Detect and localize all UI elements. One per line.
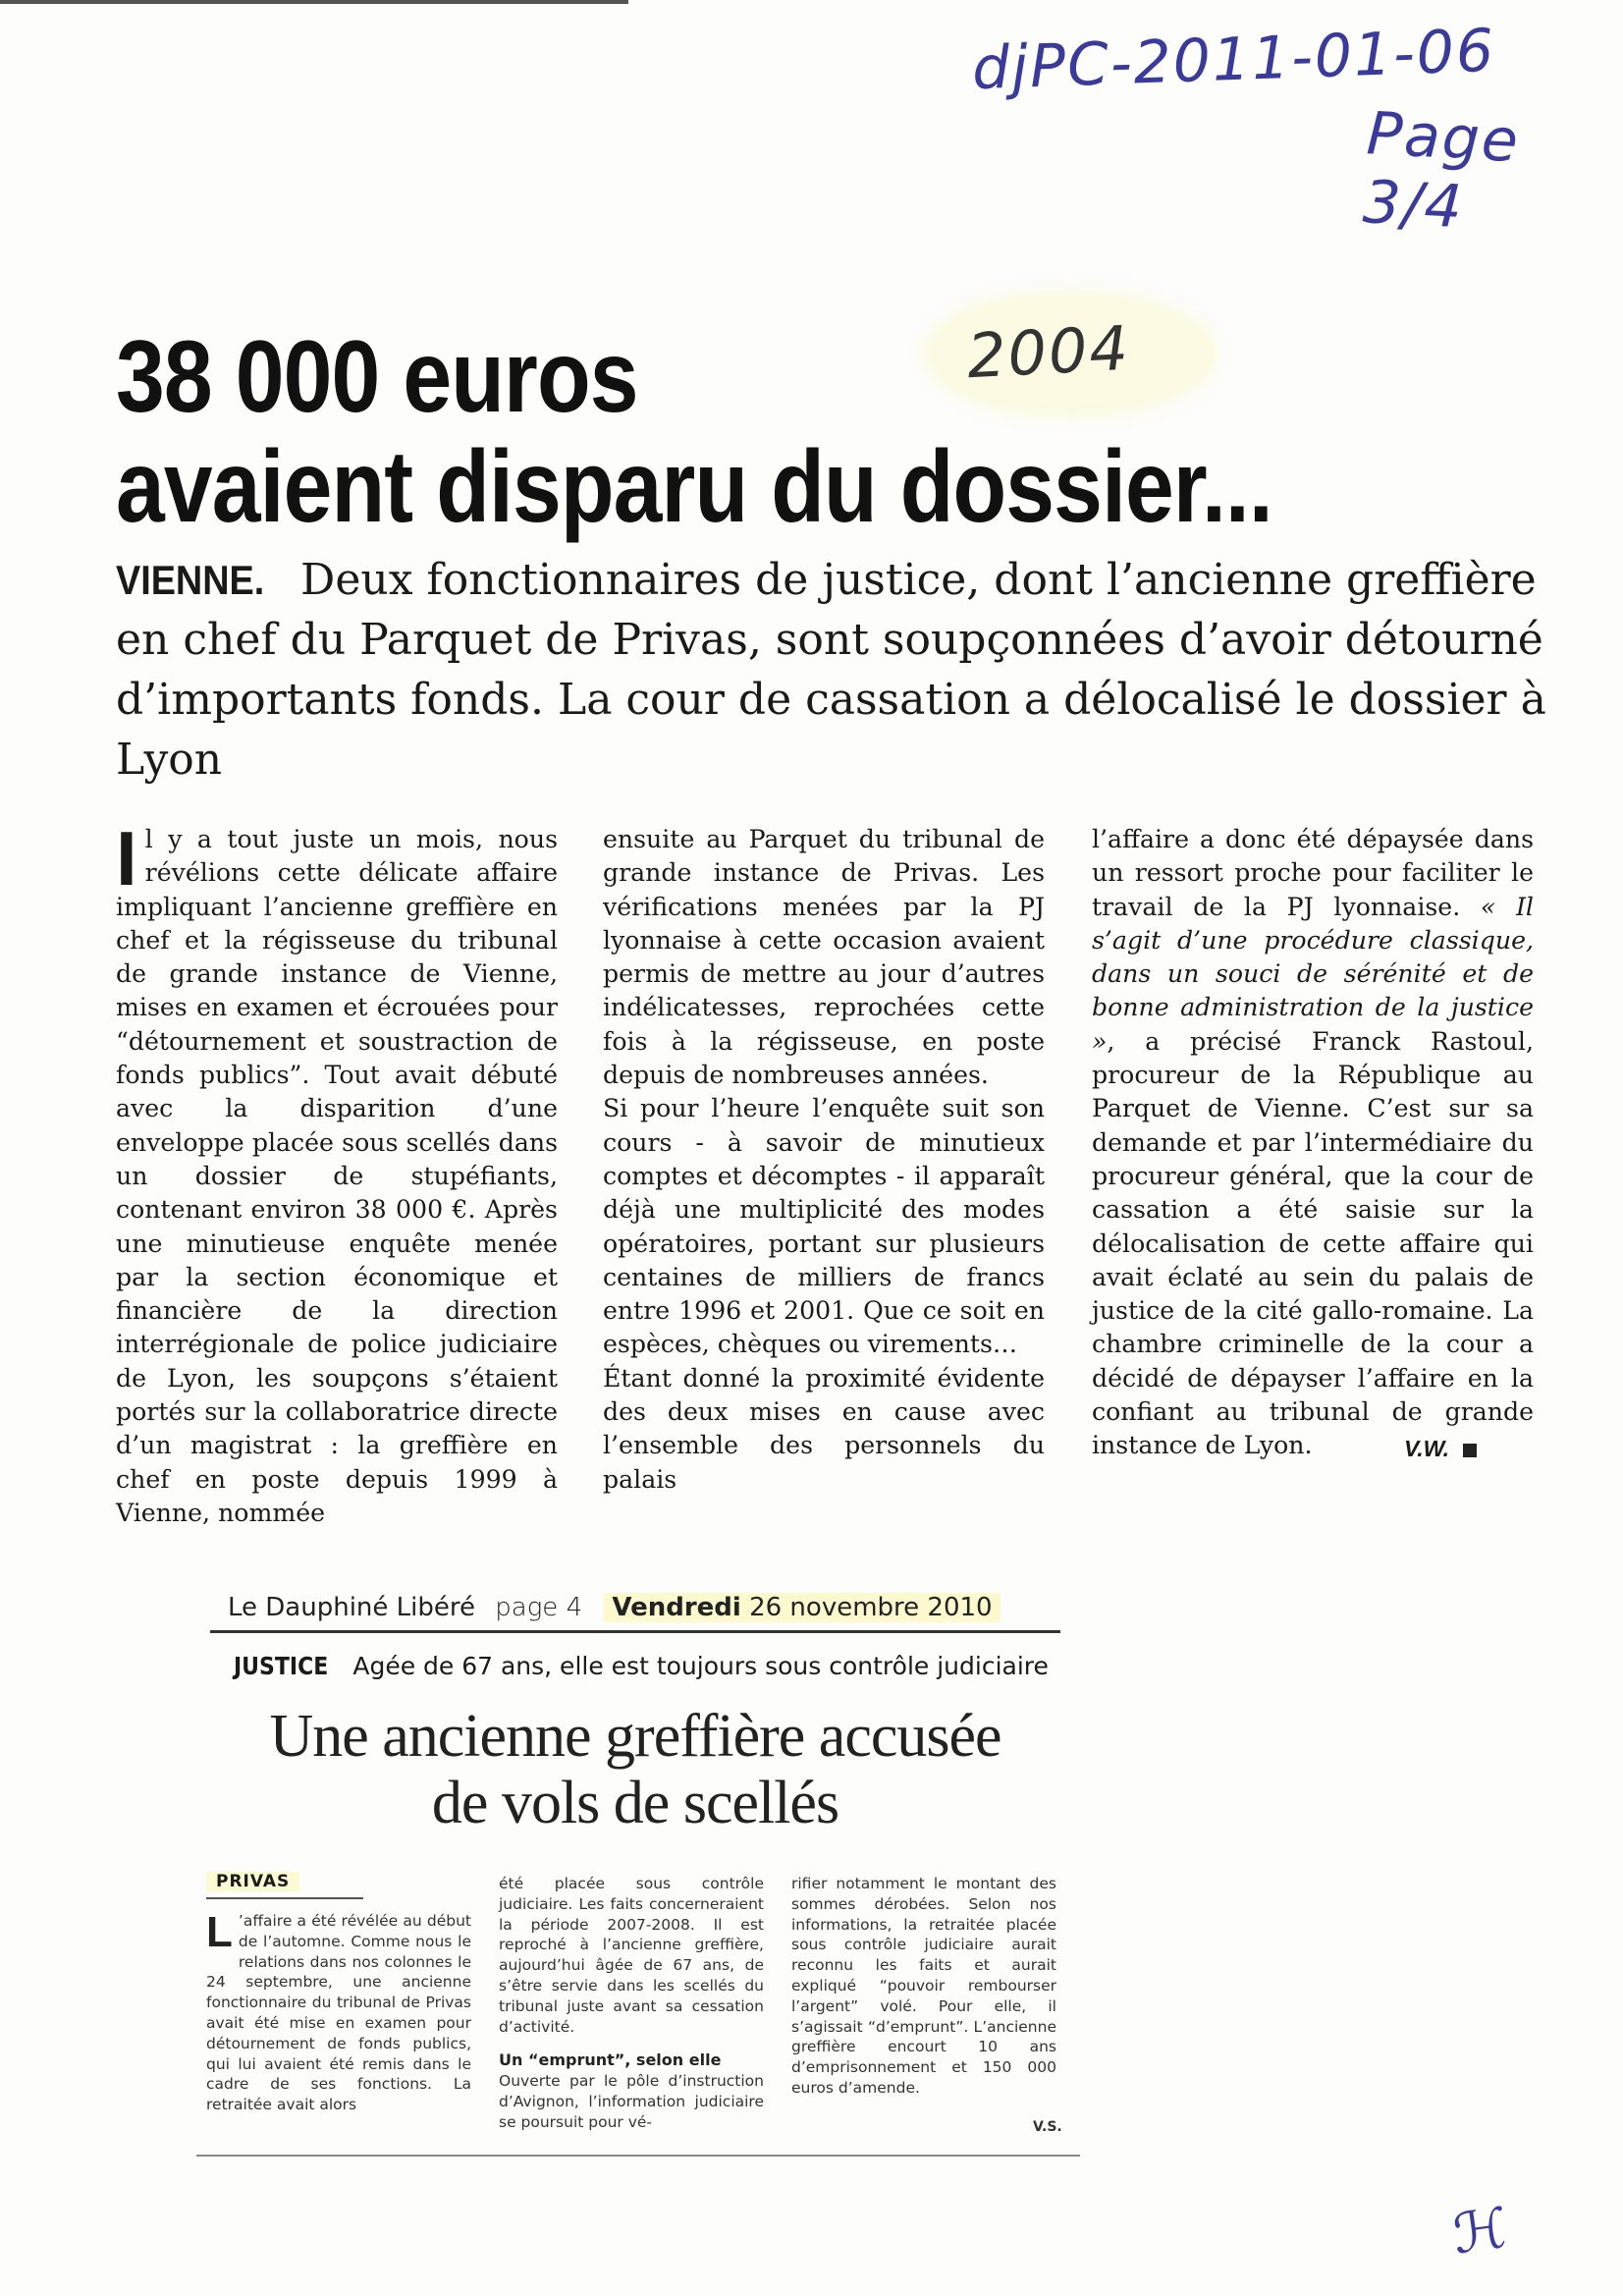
- article1-kicker: VIENNE.: [116, 557, 265, 603]
- article2-column-3: [791, 1874, 1056, 2099]
- article2-signature: V.S.: [1033, 2119, 1062, 2135]
- clipping-bottom-rule: [196, 2155, 1080, 2157]
- article1-col2-paragraph3: Étant donné la proximité évidente des deux mises en cause avec l’ensemble des personnels du palais: [603, 1363, 1045, 1494]
- article2-rubric-kicker: JUSTICE: [234, 1652, 329, 1680]
- handwritten-year: 2004: [965, 311, 1132, 393]
- place-rule: [206, 1897, 363, 1899]
- article1-lede-text: Deux fonctionnaires de justice, dont l’ancienne greffière en chef du Parquet de Privas, sont soupçonnées d’avoir détourné d’importants fonds. La cour de cassation a délocalisé le dossier à Lyon: [116, 555, 1546, 785]
- article1-col3-quote: « Il s’agit d’une procédure classique, dans un souci de sérénité et de bonne administration de la justice »: [1092, 892, 1534, 1056]
- article1-headline-line2: avaient disparu du dossier...: [116, 430, 1272, 544]
- article1-column-3: [1092, 823, 1534, 1463]
- article2-headline-line2: de vols de scellés: [431, 1770, 839, 1836]
- article1-col1-text: l y a tout juste un mois, nous révélions cette délicate affaire impliquant l’ancienne greffière en chef et la régisseuse du tribunal de grande instance de Vienne, mises en examen et écrouées pour “détournement et soustraction de fonds publics”. Tout avait débuté avec la disparition d’une enveloppe placée sous scellés dans un dossier de stupéfiants, contenant environ 38 000 €. Après une minutieuse enquête menée par la section économique et financière de la direction interrégionale de police judiciaire de Lyon, les soupçons s’étaient portés sur la collaboratrice directe d’un magistrat : la greffière en chef en poste depuis 1999 à Vienne, nommée: [116, 825, 558, 1527]
- article2-col1-text: ’affaire a été révélée au début de l’automne. Comme nous le relations dans nos colonnes le 24 septembre, une ancienne fonctionnaire du tribunal de Privas avait été mise en examen pour détournement de fonds publics, qui lui avaient été remis dans le cadre de ses fonctions. La retraitée avait alors: [206, 1912, 471, 2114]
- article1-signature-block: [1404, 1436, 1477, 1462]
- article1-column-1: [116, 815, 558, 1530]
- handwritten-initials: ℋ: [1448, 2196, 1514, 2268]
- end-of-article-mark: [1463, 1444, 1477, 1457]
- publication-date: [604, 1593, 1000, 1622]
- article2-col3-text: rifier notamment le montant des sommes dérobées. Selon nos informations, la retraitée placée sous contrôle judiciaire aurait reconnu les faits et aurait expliqué “pouvoir rembourser l’argent” volé. Pour elle, il s’agissait “d’emprunt”. L’ancienne greffière encourt 10 ans d’emprisonnement et 150 000 euros d’amende.: [791, 1875, 1056, 2097]
- article1-col2-paragraph2: Si pour l’heure l’enquête suit son cours - à savoir de minutieux comptes et décomptes - il apparaît déjà une multiplicité des modes opératoires, portant sur plusieurs centaines de milliers de francs entre 1996 et 2001. Que ce soit en espèces, chèques ou virements…: [603, 1094, 1045, 1359]
- article2-column-1: [206, 1908, 471, 2115]
- article1-signature: V.W.: [1404, 1436, 1450, 1461]
- article2-col2-paragraph1: été placée sous contrôle judiciaire. Les faits concerneraient la période 2007-2008. Il est reproché à l’ancienne greffière, aujourd’hui âgée de 67 ans, de s’être servie dans les scellés du tribunal juste avant sa cessation d’activité.: [499, 1875, 764, 2036]
- article2-place: PRIVAS: [206, 1872, 299, 1891]
- article1-col3-text-a: l’affaire a donc été dépaysée dans un ressort proche pour faciliter le travail de la PJ lyonnaise.: [1092, 825, 1534, 921]
- top-edge-rule: [0, 0, 628, 4]
- article1-dropcap: I: [116, 815, 137, 902]
- article2-intertitle: Un “emprunt”, selon elle: [499, 2050, 722, 2070]
- handwritten-page-number: Page 3/4: [1361, 99, 1522, 243]
- article2-col2-paragraph2: Ouverte par le pôle d’instruction d’Avignon, l’information judiciaire se poursuit pour vé-: [499, 2072, 764, 2131]
- article1-lede: [116, 550, 1549, 790]
- handwritten-reference: djPC-2011-01-06: [970, 16, 1497, 104]
- article1-column-2: [603, 823, 1045, 1497]
- article2-masthead: [228, 1593, 1001, 1622]
- article2-column-2: [499, 1874, 764, 2133]
- article2-headline-line1: Une ancienne greffière accusée: [269, 1703, 1001, 1770]
- publication-date-text: 26 novembre 2010: [749, 1593, 993, 1622]
- newspaper-page: page 4: [495, 1593, 583, 1622]
- article1-headline-line1: 38 000 euros: [116, 320, 638, 434]
- newspaper-name: Le Dauphiné Libéré: [228, 1593, 475, 1622]
- article1-col3-text-b: , a précisé Franck Rastoul, procureur de la République au Parquet de Vienne. C’est sur sa demande et par l’intermédiaire du procureur général, que la cour de cassation a été saisie sur la délocalisation de cette affaire qui avait éclaté au sein du palais de justice de la cité gallo-romaine. La chambre criminelle de la cour a décidé de dépayser l’affaire en la confiant au tribunal de grande instance de Lyon.: [1092, 1026, 1534, 1460]
- masthead-rule: [210, 1630, 1060, 1633]
- article2-dropcap: L: [206, 1908, 233, 1956]
- publication-day: Vendredi: [612, 1593, 741, 1622]
- article2-rubric: [234, 1652, 1049, 1680]
- article2-rubric-text: Agée de 67 ans, elle est toujours sous contrôle judiciaire: [352, 1652, 1049, 1680]
- article1-col2-paragraph1: ensuite au Parquet du tribunal de grande instance de Privas. Les vérifications menées par la PJ lyonnaise à cette occasion avaient permis de mettre au jour d’autres indélicatesses, reprochées cette fois à la régisseuse, en poste depuis de nombreuses années.: [603, 825, 1045, 1090]
